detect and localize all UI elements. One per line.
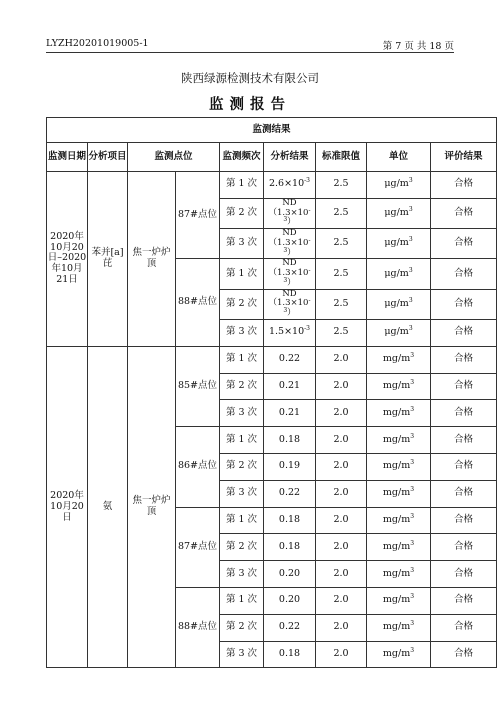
result-value: ND（1.3×10: [268, 258, 309, 279]
frequency-cell: 第 1 次: [220, 427, 264, 454]
frequency-cell: 第 3 次: [220, 319, 264, 346]
result-value: 0.22: [278, 487, 301, 499]
result-cell: [264, 587, 316, 614]
col-header-frequency: 监测频次: [220, 143, 264, 172]
result-exponent: -3: [283, 236, 311, 254]
result-exponent: -3: [304, 325, 311, 333]
result-cell: [264, 534, 316, 561]
unit-base: mg/m: [382, 540, 411, 552]
limit-cell: 2.5: [316, 198, 367, 228]
unit-base: mg/m: [382, 621, 411, 633]
analysis-item-cell: 氨: [88, 346, 128, 668]
page-header: [46, 38, 454, 53]
result-value: 2.6×10: [268, 178, 305, 190]
result-tail: ）: [287, 308, 296, 319]
unit-base: mg/m: [382, 594, 411, 606]
evaluation-cell: 合格: [431, 259, 497, 289]
unit-cell: [367, 198, 431, 228]
frequency-cell: 第 2 次: [220, 198, 264, 228]
unit-base: mg/m: [382, 380, 411, 392]
unit-base: mg/m: [382, 647, 411, 659]
unit-cell: [367, 319, 431, 346]
unit-base: mg/m: [382, 460, 411, 472]
result-value: 0.18: [278, 647, 301, 659]
unit-cell: [367, 614, 431, 641]
unit-cell: [367, 587, 431, 614]
unit-base: mg/m: [382, 514, 411, 525]
unit-base: mg/m: [382, 567, 411, 579]
col-header-result: 分析结果: [264, 143, 316, 172]
point-cell: 87#点位: [176, 172, 220, 259]
result-cell: [264, 400, 316, 427]
result-exponent: -3: [283, 297, 311, 315]
result-exponent: -3: [304, 177, 311, 185]
evaluation-cell: 合格: [431, 427, 497, 454]
result-cell: [264, 641, 316, 668]
limit-cell: 2.5: [316, 319, 367, 346]
table-body: [47, 118, 497, 668]
limit-cell: 2.0: [316, 561, 367, 588]
point-cell: 85#点位: [176, 346, 220, 426]
unit-base: mg/m: [382, 406, 411, 418]
monitoring-date-cell: 2020年10月20日–2020年10月21日: [47, 172, 88, 347]
monitoring-date-cell: 2020年10月20日: [47, 346, 88, 668]
result-cell: [264, 427, 316, 454]
result-cell: [264, 507, 316, 534]
point-cell: 88#点位: [176, 259, 220, 346]
unit-exponent: 3: [408, 325, 413, 333]
unit-exponent: 3: [410, 459, 415, 467]
page-info: 第 7 页 共 18 页: [382, 41, 454, 52]
result-value: 1.5×10: [268, 326, 305, 338]
unit-exponent: 3: [408, 205, 413, 213]
unit-cell: [367, 561, 431, 588]
result-value: 0.19: [278, 460, 301, 472]
result-value: ND（1.3×10: [268, 197, 309, 218]
unit-exponent: 3: [410, 432, 415, 440]
evaluation-cell: 合格: [431, 172, 497, 199]
evaluation-cell: 合格: [431, 453, 497, 480]
result-value: 0.21: [278, 380, 301, 392]
limit-cell: 2.5: [316, 289, 367, 319]
frequency-cell: 第 2 次: [220, 453, 264, 480]
evaluation-cell: 合格: [431, 507, 497, 534]
result-value: ND（1.3×10: [268, 228, 309, 248]
frequency-cell: 第 1 次: [220, 259, 264, 289]
unit-base: mg/m: [382, 487, 411, 499]
result-value: 0.22: [278, 353, 301, 365]
limit-cell: 2.0: [316, 534, 367, 561]
result-cell: [264, 172, 316, 199]
limit-cell: 2.0: [316, 373, 367, 400]
unit-cell: [367, 229, 431, 259]
unit-exponent: 3: [408, 296, 413, 304]
result-value: ND（1.3×10: [268, 288, 309, 309]
limit-cell: 2.0: [316, 480, 367, 507]
frequency-cell: 第 3 次: [220, 641, 264, 668]
unit-exponent: 3: [410, 513, 415, 520]
result-cell: [264, 259, 316, 289]
unit-base: μg/m: [384, 297, 409, 309]
result-tail: ）: [287, 247, 296, 258]
result-value: 0.18: [278, 514, 301, 525]
unit-base: μg/m: [384, 206, 409, 218]
point-cell: 86#点位: [176, 427, 220, 507]
evaluation-cell: 合格: [431, 229, 497, 259]
result-cell: [264, 289, 316, 319]
limit-cell: 2.0: [316, 453, 367, 480]
limit-cell: 2.0: [316, 346, 367, 373]
limit-cell: 2.0: [316, 641, 367, 668]
result-value: 0.22: [278, 621, 301, 633]
unit-exponent: 3: [410, 539, 415, 547]
col-header-limit: 标准限值: [316, 143, 367, 172]
evaluation-cell: 合格: [431, 534, 497, 561]
unit-exponent: 3: [410, 379, 415, 387]
unit-cell: [367, 427, 431, 454]
report-title: 监测报告: [209, 96, 291, 113]
point-cell: 88#点位: [176, 587, 220, 667]
evaluation-cell: 合格: [431, 614, 497, 641]
unit-cell: [367, 259, 431, 289]
analysis-item-cell: 苯并[a]芘: [88, 172, 128, 347]
evaluation-cell: 合格: [431, 400, 497, 427]
unit-base: μg/m: [384, 237, 409, 249]
limit-cell: 2.0: [316, 587, 367, 614]
unit-base: μg/m: [384, 267, 409, 279]
result-value: 0.20: [278, 567, 301, 579]
result-cell: [264, 453, 316, 480]
location-cell: 焦一炉炉顶: [128, 172, 176, 347]
result-cell: [264, 346, 316, 373]
evaluation-cell: 合格: [431, 346, 497, 373]
unit-exponent: 3: [410, 405, 415, 413]
result-value: 0.18: [278, 540, 301, 552]
limit-cell: 2.5: [316, 172, 367, 199]
limit-cell: 2.0: [316, 400, 367, 427]
results-table: [46, 117, 497, 668]
limit-cell: 2.0: [316, 614, 367, 641]
location-cell: 焦一炉炉顶: [128, 346, 176, 668]
evaluation-cell: 合格: [431, 561, 497, 588]
result-value: 0.20: [278, 594, 301, 606]
frequency-cell: 第 3 次: [220, 561, 264, 588]
unit-cell: [367, 172, 431, 199]
unit-cell: [367, 480, 431, 507]
frequency-cell: 第 2 次: [220, 289, 264, 319]
table-row: [47, 346, 497, 373]
evaluation-cell: 合格: [431, 319, 497, 346]
col-header-location: 监测点位: [128, 143, 220, 172]
unit-exponent: 3: [410, 646, 415, 654]
limit-cell: 2.5: [316, 259, 367, 289]
unit-cell: [367, 534, 431, 561]
unit-base: μg/m: [384, 178, 409, 190]
result-cell: [264, 198, 316, 228]
frequency-cell: 第 3 次: [220, 400, 264, 427]
evaluation-cell: 合格: [431, 641, 497, 668]
unit-cell: [367, 289, 431, 319]
evaluation-cell: 合格: [431, 198, 497, 228]
result-cell: [264, 373, 316, 400]
unit-cell: [367, 507, 431, 534]
evaluation-cell: 合格: [431, 373, 497, 400]
col-header-evaluation: 评价结果: [431, 143, 497, 172]
frequency-cell: 第 1 次: [220, 172, 264, 199]
frequency-cell: 第 3 次: [220, 229, 264, 259]
table-row: [47, 172, 497, 199]
result-tail: ）: [287, 217, 296, 228]
unit-cell: [367, 453, 431, 480]
unit-base: mg/m: [382, 433, 411, 445]
result-cell: [264, 229, 316, 259]
table-caption: 监测结果: [47, 118, 497, 143]
col-header-unit: 单位: [367, 143, 431, 172]
evaluation-cell: 合格: [431, 480, 497, 507]
document-number: LYZH20201019005-1: [46, 38, 149, 49]
result-cell: [264, 561, 316, 588]
frequency-cell: 第 2 次: [220, 534, 264, 561]
frequency-cell: 第 2 次: [220, 614, 264, 641]
frequency-cell: 第 3 次: [220, 480, 264, 507]
unit-exponent: 3: [408, 236, 413, 244]
limit-cell: 2.0: [316, 427, 367, 454]
result-cell: [264, 614, 316, 641]
unit-cell: [367, 641, 431, 668]
company-name: 陕西绿源检测技术有限公司: [181, 71, 319, 85]
unit-cell: [367, 346, 431, 373]
frequency-cell: 第 1 次: [220, 507, 264, 534]
result-cell: [264, 319, 316, 346]
frequency-cell: 第 1 次: [220, 346, 264, 373]
evaluation-cell: 合格: [431, 587, 497, 614]
limit-cell: 2.0: [316, 507, 367, 534]
unit-cell: [367, 373, 431, 400]
result-cell: [264, 480, 316, 507]
unit-exponent: 3: [410, 620, 415, 628]
unit-exponent: 3: [410, 352, 415, 360]
unit-cell: [367, 400, 431, 427]
limit-cell: 2.5: [316, 229, 367, 259]
unit-exponent: 3: [410, 566, 415, 574]
unit-base: μg/m: [384, 326, 409, 338]
frequency-cell: 第 1 次: [220, 587, 264, 614]
result-value: 0.21: [278, 406, 301, 418]
col-header-item: 分析项目: [88, 143, 128, 172]
unit-exponent: 3: [410, 486, 415, 494]
unit-exponent: 3: [410, 593, 415, 601]
unit-exponent: 3: [408, 266, 413, 274]
unit-exponent: 3: [408, 177, 413, 185]
unit-base: mg/m: [382, 353, 411, 365]
result-value: 0.18: [278, 433, 301, 445]
result-exponent: -3: [283, 206, 311, 224]
result-tail: ）: [287, 277, 296, 288]
result-exponent: -3: [283, 267, 311, 284]
evaluation-cell: 合格: [431, 289, 497, 319]
frequency-cell: 第 2 次: [220, 373, 264, 400]
point-cell: 87#点位: [176, 507, 220, 587]
col-header-date: 监测日期: [47, 143, 88, 172]
